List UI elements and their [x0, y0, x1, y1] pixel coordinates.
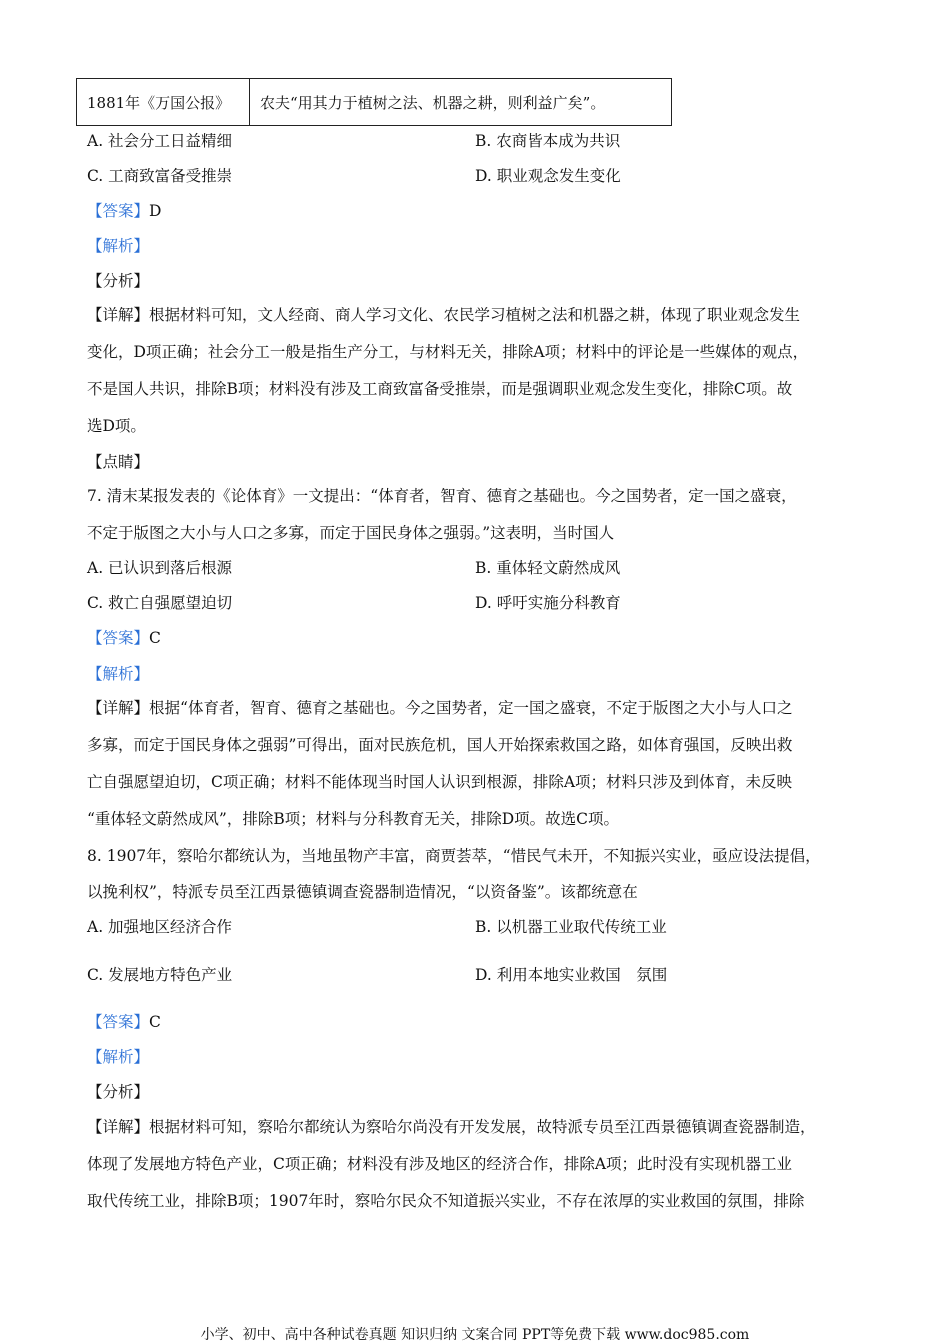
q6-detail-line-1: [87, 304, 800, 326]
table-cell-source: 1881年《万国公报》: [77, 79, 250, 126]
q6-fenxi-tag: 【分析】: [87, 272, 150, 290]
detail-tag: 【详解】: [87, 306, 150, 324]
q7-option-b: B. 重体轻文蔚然成风: [475, 559, 621, 577]
q7-option-d: D. 呼吁实施分科教育: [475, 594, 621, 612]
detail-tag: 【详解】: [87, 699, 150, 717]
q8-option-d: D. 利用本地实业救国 氛围: [475, 966, 668, 984]
q7-detail-line-3: 亡自强愿望迫切，C项正确；材料不能体现当时国人认识到根源，排除A项；材料只涉及到体育，未反映: [87, 773, 793, 791]
q8-stem-line-2: 以挽利权”，特派专员至江西景德镇调查瓷器制造情况，“以资备鉴”。该都统意在: [87, 883, 638, 901]
page-footer: 小学、初中、高中各种试卷真题 知识归纳 文案合同 PPT等免费下载 www.doc985.com: [200, 1327, 750, 1343]
q7-stem-line-2: 不定于版图之大小与人口之多寡，而定于国民身体之强弱。”这表明，当时国人: [87, 524, 615, 542]
q6-detail-line-4: 选D项。: [87, 417, 146, 435]
answer-tag: 【答案】: [87, 629, 150, 647]
detail-text: 根据材料可知，文人经商、商人学习文化、农民学习植树之法和机器之耕，体现了职业观念发生: [149, 306, 801, 324]
q6-option-d: D. 职业观念发生变化: [475, 167, 621, 185]
q6-jiexi-tag: 【解析】: [87, 237, 150, 255]
detail-tag: 【详解】: [87, 1118, 150, 1136]
q8-option-b: B. 以机器工业取代传统工业: [475, 918, 667, 936]
q6-detail-line-3: 不是国人共识，排除B项；材料没有涉及工商致富备受推崇，而是强调职业观念发生变化，排除C项。故: [87, 380, 793, 398]
q8-detail-line-3: 取代传统工业，排除B项；1907年时，察哈尔民众不知道振兴实业，不存在浓厚的实业救国的氛围，排除: [87, 1192, 805, 1210]
q6-answer: [87, 200, 161, 222]
detail-text: 根据材料可知，察哈尔都统认为察哈尔尚没有开发发展，故特派专员至江西景德镇调查瓷器制造，: [149, 1118, 816, 1136]
q7-detail-line-2: 多寡，而定于国民身体之强弱”可得出，面对民族危机，国人开始探索救国之路，如体育强国，反映出救: [87, 736, 793, 754]
q8-fenxi-tag: 【分析】: [87, 1083, 150, 1101]
q6-detail-line-2: 变化，D项正确；社会分工一般是指生产分工，与材料无关，排除A项；材料中的评论是一些媒体的观点，: [87, 343, 809, 361]
q7-option-a: A. 已认识到落后根源: [87, 559, 233, 577]
q8-option-c: C. 发展地方特色产业: [87, 966, 233, 984]
answer-value: D: [149, 202, 162, 220]
detail-text: 根据“体育者，智育、德育之基础也。今之国势者，定一国之盛衰，不定于版图之大小与人口之: [149, 699, 793, 717]
q8-jiexi-tag: 【解析】: [87, 1048, 150, 1066]
answer-value: C: [149, 629, 161, 647]
q7-answer: [87, 627, 161, 649]
q6-dianjing-tag: 【点睛】: [87, 453, 150, 471]
q7-detail-line-4: “重体轻文蔚然成风”，排除B项；材料与分科教育无关，排除D项。故选C项。: [87, 810, 620, 828]
q8-option-a: A. 加强地区经济合作: [87, 918, 233, 936]
q6-option-c: C. 工商致富备受推崇: [87, 167, 233, 185]
q7-option-c: C. 救亡自强愿望迫切: [87, 594, 233, 612]
answer-value: C: [149, 1013, 161, 1031]
q7-stem-line-1: 7. 清末某报发表的《论体育》一文提出：“体育者，智育、德育之基础也。今之国势者，定一国之盛衰，: [87, 487, 797, 505]
q8-detail-line-1: [87, 1116, 816, 1138]
q8-stem-line-1: 8. 1907年，察哈尔都统认为，当地虽物产丰富，商贾荟萃，“惜民气未开，不知振兴实业，亟应设法提倡，: [87, 847, 821, 865]
q8-answer: [87, 1011, 161, 1033]
q7-detail-line-1: [87, 697, 792, 719]
source-table: [76, 78, 672, 126]
q6-option-a: A. 社会分工日益精细: [87, 132, 233, 150]
q7-jiexi-tag: 【解析】: [87, 665, 150, 683]
table-row: [77, 79, 672, 126]
table-cell-quote: 农夫“用其力于植树之法、机器之耕，则利益广矣”。: [250, 79, 672, 126]
q8-detail-line-2: 体现了发展地方特色产业，C项正确；材料没有涉及地区的经济合作，排除A项；此时没有实现机器工业: [87, 1155, 793, 1173]
answer-tag: 【答案】: [87, 1013, 150, 1031]
answer-tag: 【答案】: [87, 202, 150, 220]
q6-option-b: B. 农商皆本成为共识: [475, 132, 621, 150]
